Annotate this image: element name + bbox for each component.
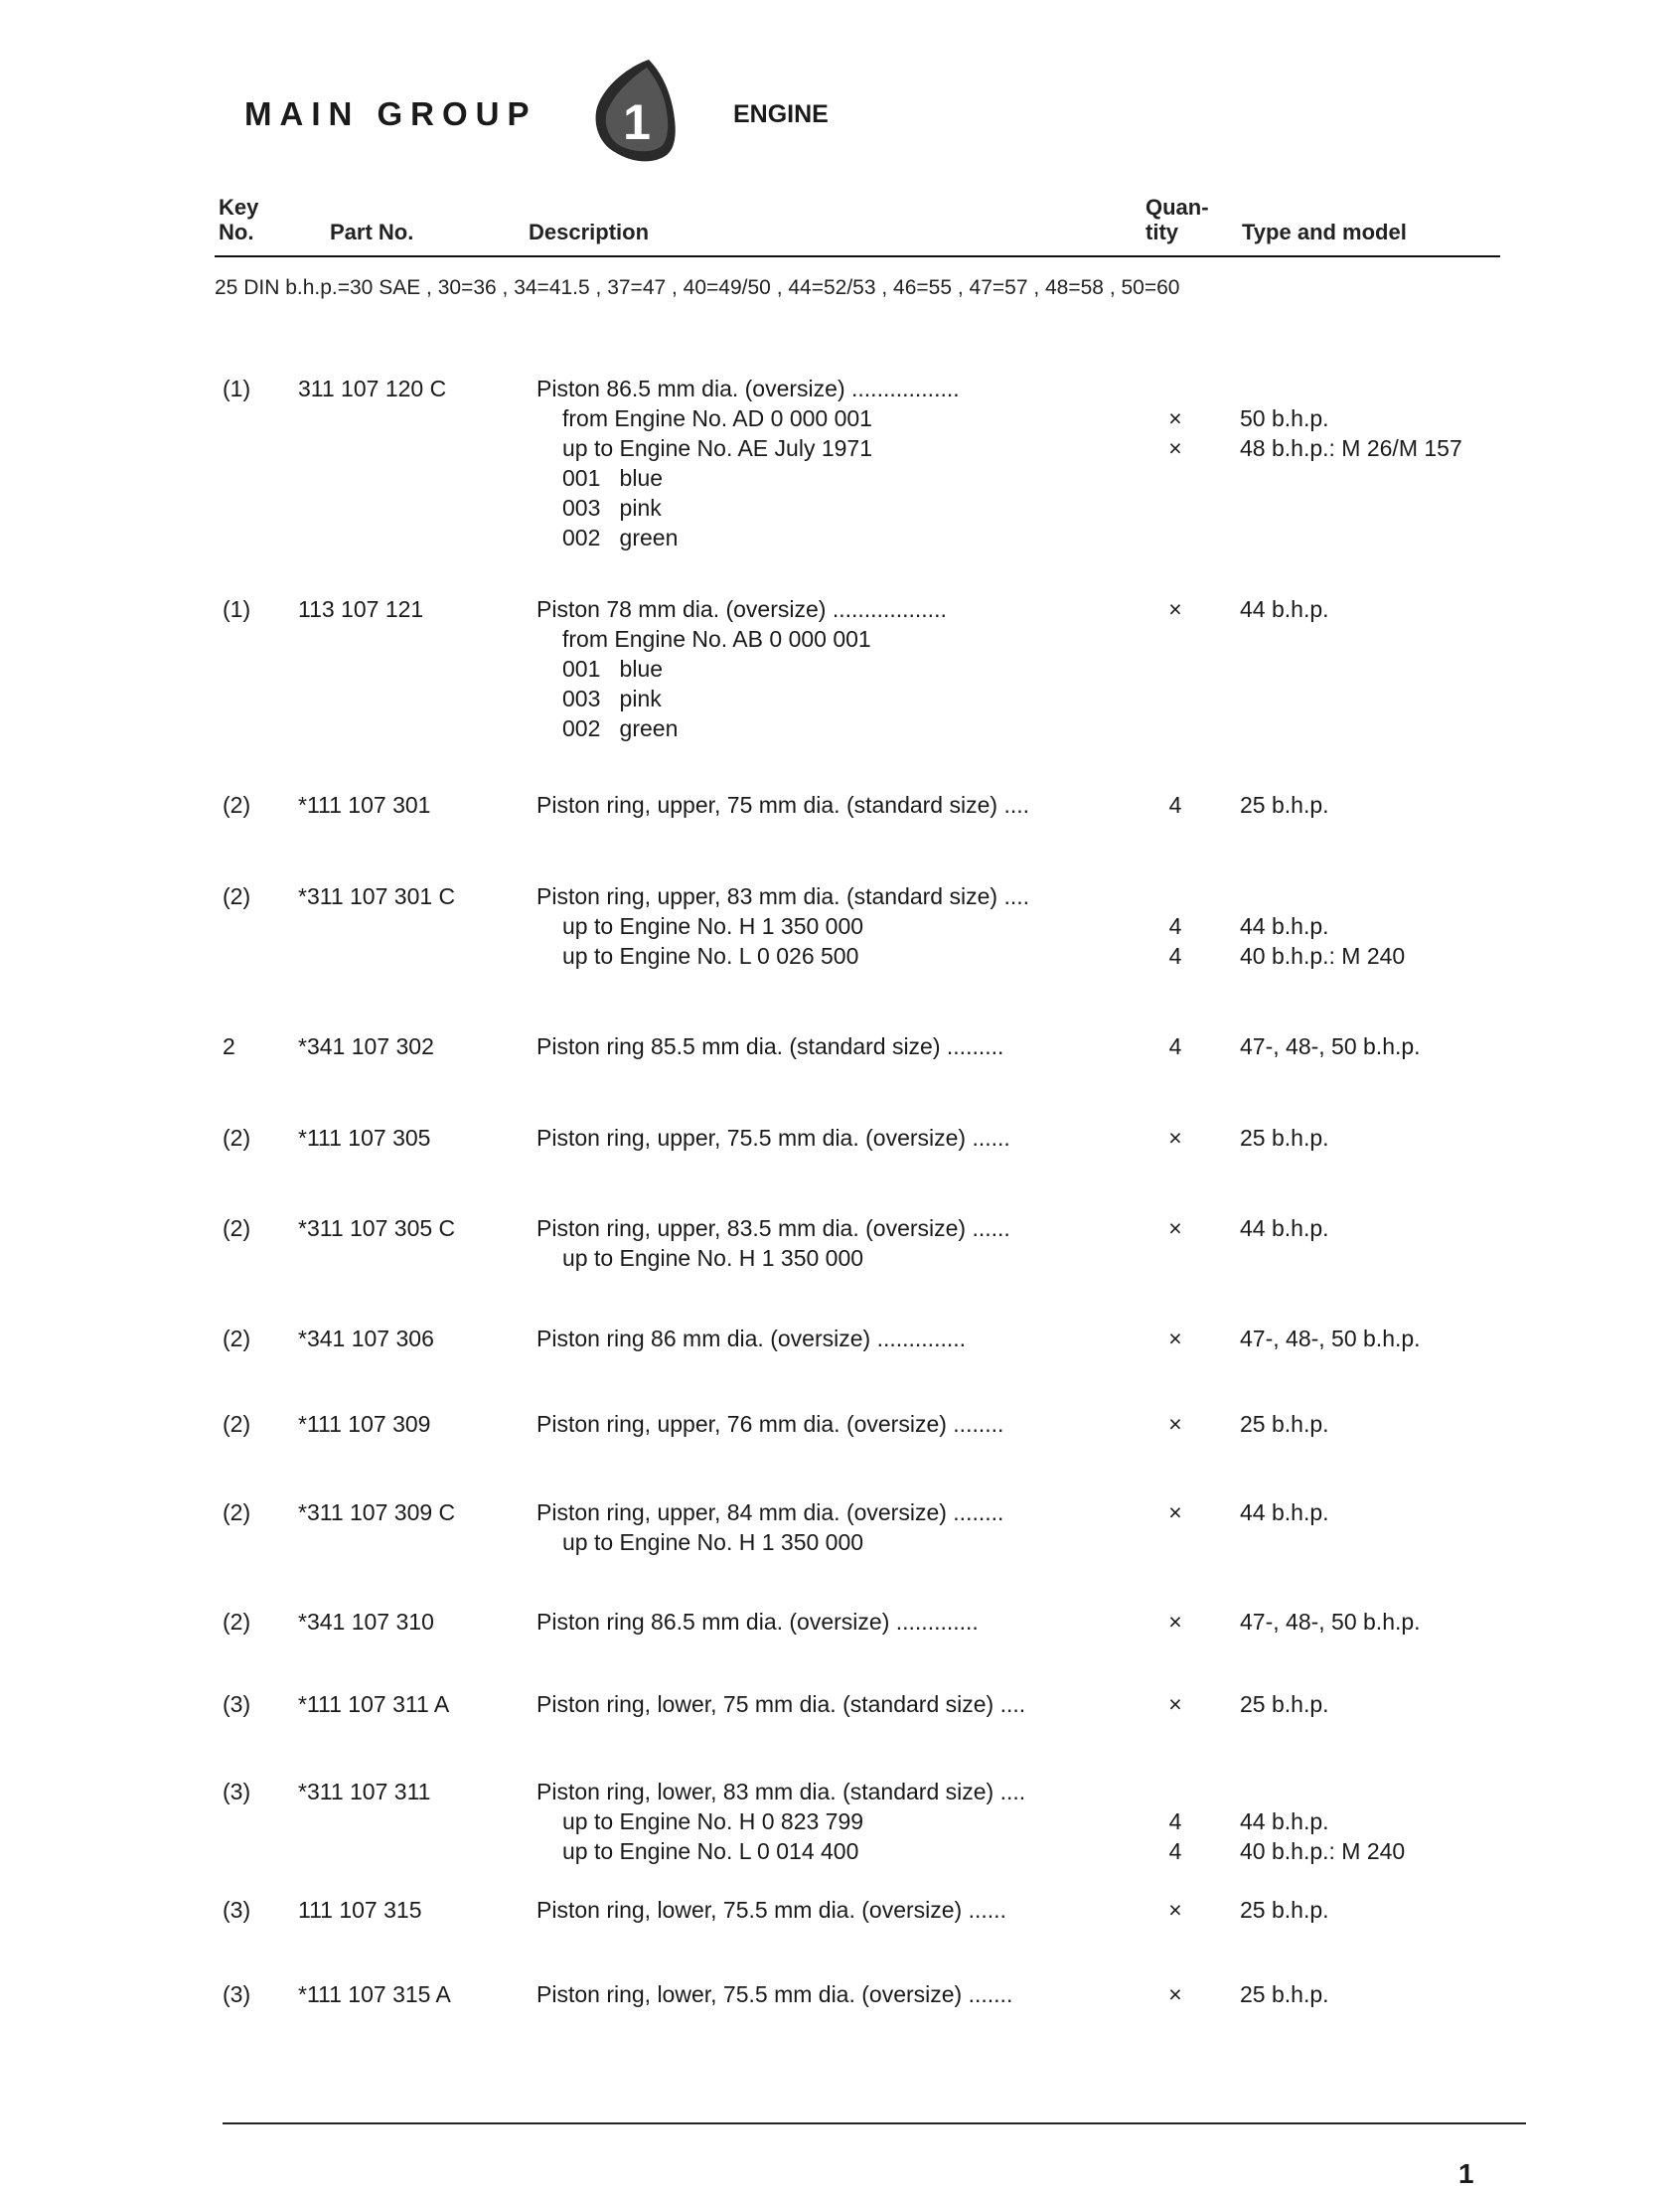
section-subtitle: ENGINE — [733, 100, 829, 128]
key-no: (1) — [223, 596, 251, 622]
description-main: Piston ring, upper, 84 mm dia. (oversize) ........ — [536, 1499, 1004, 1525]
quantity: × — [1168, 1499, 1182, 1525]
part-no: *111 107 315 A — [298, 1981, 451, 2007]
subline-text: 001 blue — [562, 656, 664, 682]
key-no: (2) — [223, 1326, 251, 1351]
col-part-no: Part No. — [330, 220, 414, 244]
subline-type-model: 40 b.h.p.: M 240 — [1240, 943, 1406, 969]
description — [536, 1497, 1123, 1527]
description-main: Piston 78 mm dia. (oversize) .................. — [536, 596, 947, 622]
description-main: Piston ring, lower, 75.5 mm dia. (oversize) ....... — [536, 1981, 1013, 2007]
key-no: (1) — [223, 376, 251, 401]
part-no: *111 107 305 — [298, 1125, 431, 1151]
subline-text: 003 pink — [562, 495, 662, 521]
page-number: 1 — [1458, 2158, 1474, 2189]
description — [536, 1213, 1123, 1243]
description-subline — [536, 1806, 1123, 1836]
type-model: 44 b.h.p. — [1240, 1499, 1329, 1525]
quantity: 4 — [1168, 792, 1182, 818]
key-no: (3) — [223, 1779, 251, 1804]
group-badge-icon — [591, 56, 681, 171]
type-model: 25 b.h.p. — [1240, 1411, 1329, 1437]
description-main: Piston ring, lower, 75 mm dia. (standard size) .... — [536, 1691, 1026, 1717]
subline-text: from Engine No. AB 0 000 001 — [562, 626, 871, 652]
description — [536, 881, 1123, 911]
subline-text: 001 blue — [562, 465, 664, 491]
subline-quantity: 4 — [1168, 913, 1182, 939]
subline-text: 003 pink — [562, 686, 662, 711]
description-subline — [536, 684, 1123, 713]
col-type-model: Type and model — [1242, 220, 1407, 244]
type-model: 44 b.h.p. — [1240, 596, 1329, 622]
part-no: 113 107 121 — [298, 596, 424, 622]
key-no: (2) — [223, 1609, 251, 1635]
quantity: × — [1168, 1609, 1182, 1635]
description — [536, 1777, 1123, 1806]
description — [536, 1895, 1123, 1925]
type-model: 44 b.h.p. — [1240, 1215, 1329, 1241]
description-main: Piston 86.5 mm dia. (oversize) ................. — [536, 376, 960, 401]
quantity: × — [1168, 1215, 1182, 1241]
subline-text: 002 green — [562, 715, 679, 741]
subline-quantity: 4 — [1168, 1838, 1182, 1864]
subline-text: up to Engine No. H 1 350 000 — [562, 1529, 864, 1555]
key-no: (3) — [223, 1691, 251, 1717]
description-main: Piston ring, upper, 75 mm dia. (standard size) .... — [536, 792, 1030, 818]
description-subline — [536, 523, 1123, 552]
part-no: *311 107 305 C — [298, 1215, 456, 1241]
description-main: Piston ring, lower, 75.5 mm dia. (oversize) ...... — [536, 1897, 1006, 1923]
subline-text: 002 green — [562, 525, 679, 550]
type-model: 25 b.h.p. — [1240, 1897, 1329, 1923]
footer-rule — [223, 2122, 1526, 2124]
description — [536, 1123, 1123, 1153]
description-subline — [536, 493, 1123, 523]
description-subline — [536, 941, 1123, 971]
part-no: *311 107 311 — [298, 1779, 431, 1804]
description-subline — [536, 911, 1123, 941]
quantity: × — [1168, 1981, 1182, 2007]
subline-quantity: 4 — [1168, 1808, 1182, 1834]
description — [536, 1031, 1123, 1061]
type-model: 47-, 48-, 50 b.h.p. — [1240, 1033, 1421, 1059]
description-subline — [536, 654, 1123, 684]
subline-text: from Engine No. AD 0 000 001 — [562, 405, 872, 431]
col-key-no: Key No. — [219, 195, 259, 244]
subline-quantity: × — [1168, 435, 1182, 461]
subline-type-model: 44 b.h.p. — [1240, 1808, 1329, 1834]
description-main: Piston ring, lower, 83 mm dia. (standard size) .... — [536, 1779, 1026, 1804]
description — [536, 1324, 1123, 1353]
part-no: *341 107 306 — [298, 1326, 434, 1351]
part-no: *341 107 310 — [298, 1609, 434, 1635]
description-subline — [536, 1836, 1123, 1866]
description-subline — [536, 624, 1123, 654]
description — [536, 790, 1123, 820]
subline-type-model: 40 b.h.p.: M 240 — [1240, 1838, 1406, 1864]
description-main: Piston ring, upper, 83.5 mm dia. (oversize) ...... — [536, 1215, 1010, 1241]
key-no: 2 — [223, 1033, 235, 1059]
part-no: *111 107 311 A — [298, 1691, 450, 1717]
main-group-title: MAIN GROUP — [244, 95, 537, 132]
description-subline — [536, 1243, 1123, 1273]
subline-quantity: 4 — [1168, 943, 1182, 969]
part-no: 311 107 120 C — [298, 376, 447, 401]
key-no: (3) — [223, 1897, 251, 1923]
subline-text: up to Engine No. H 1 350 000 — [562, 1245, 864, 1271]
description-subline — [536, 463, 1123, 493]
part-no: 111 107 315 — [298, 1897, 422, 1923]
type-model: 25 b.h.p. — [1240, 1691, 1329, 1717]
subline-type-model: 48 b.h.p.: M 26/M 157 — [1240, 435, 1462, 461]
type-model: 47-, 48-, 50 b.h.p. — [1240, 1609, 1421, 1635]
quantity: × — [1168, 1897, 1182, 1923]
part-no: *311 107 301 C — [298, 883, 456, 909]
subline-type-model: 44 b.h.p. — [1240, 913, 1329, 939]
type-model: 25 b.h.p. — [1240, 792, 1329, 818]
description-subline — [536, 403, 1123, 433]
type-model: 47-, 48-, 50 b.h.p. — [1240, 1326, 1421, 1351]
quantity: × — [1168, 1691, 1182, 1717]
description-subline — [536, 713, 1123, 743]
description — [536, 1409, 1123, 1439]
description-main: Piston ring, upper, 83 mm dia. (standard size) .... — [536, 883, 1030, 909]
col-quantity: Quan- tity — [1145, 195, 1209, 244]
subline-text: up to Engine No. L 0 014 400 — [562, 1838, 859, 1864]
subline-text: up to Engine No. L 0 026 500 — [562, 943, 859, 969]
key-no: (3) — [223, 1981, 251, 2007]
description — [536, 1979, 1123, 2009]
description — [536, 1689, 1123, 1719]
part-no: *111 107 301 — [298, 792, 431, 818]
description-main: Piston ring 86.5 mm dia. (oversize) ............. — [536, 1609, 979, 1635]
quantity: × — [1168, 1411, 1182, 1437]
quantity: × — [1168, 1326, 1182, 1351]
key-no: (2) — [223, 792, 251, 818]
subline-text: up to Engine No. H 1 350 000 — [562, 913, 864, 939]
description-subline — [536, 433, 1123, 463]
type-model: 25 b.h.p. — [1240, 1125, 1329, 1151]
description — [536, 1607, 1123, 1637]
key-no: (2) — [223, 1125, 251, 1151]
type-model: 25 b.h.p. — [1240, 1981, 1329, 2007]
subline-type-model: 50 b.h.p. — [1240, 405, 1329, 431]
description — [536, 374, 1123, 403]
header-rule — [215, 255, 1500, 257]
col-description: Description — [529, 220, 650, 244]
description-subline — [536, 1527, 1123, 1557]
part-no: *111 107 309 — [298, 1411, 431, 1437]
description-main: Piston ring, upper, 75.5 mm dia. (oversize) ...... — [536, 1125, 1010, 1151]
key-no: (2) — [223, 1499, 251, 1525]
quantity: × — [1168, 1125, 1182, 1151]
subline-text: up to Engine No. AE July 1971 — [562, 435, 872, 461]
part-no: *311 107 309 C — [298, 1499, 456, 1525]
key-no: (2) — [223, 1215, 251, 1241]
subline-text: up to Engine No. H 0 823 799 — [562, 1808, 864, 1834]
subline-quantity: × — [1168, 405, 1182, 431]
description-main: Piston ring, upper, 76 mm dia. (oversize) ........ — [536, 1411, 1004, 1437]
key-no: (2) — [223, 883, 251, 909]
quantity: 4 — [1168, 1033, 1182, 1059]
description — [536, 594, 1123, 624]
key-no: (2) — [223, 1411, 251, 1437]
hp-conversion-note: 25 DIN b.h.p.=30 SAE , 30=36 , 34=41.5 , 37=47 , 40=49/50 , 44=52/53 , 46=55 , 47=57 , 48=58 , 50=60 — [215, 276, 1180, 299]
group-number: 1 — [623, 94, 651, 150]
description-main: Piston ring 86 mm dia. (oversize) .............. — [536, 1326, 967, 1351]
description-main: Piston ring 85.5 mm dia. (standard size) ......... — [536, 1033, 1004, 1059]
quantity: × — [1168, 596, 1182, 622]
part-no: *341 107 302 — [298, 1033, 434, 1059]
